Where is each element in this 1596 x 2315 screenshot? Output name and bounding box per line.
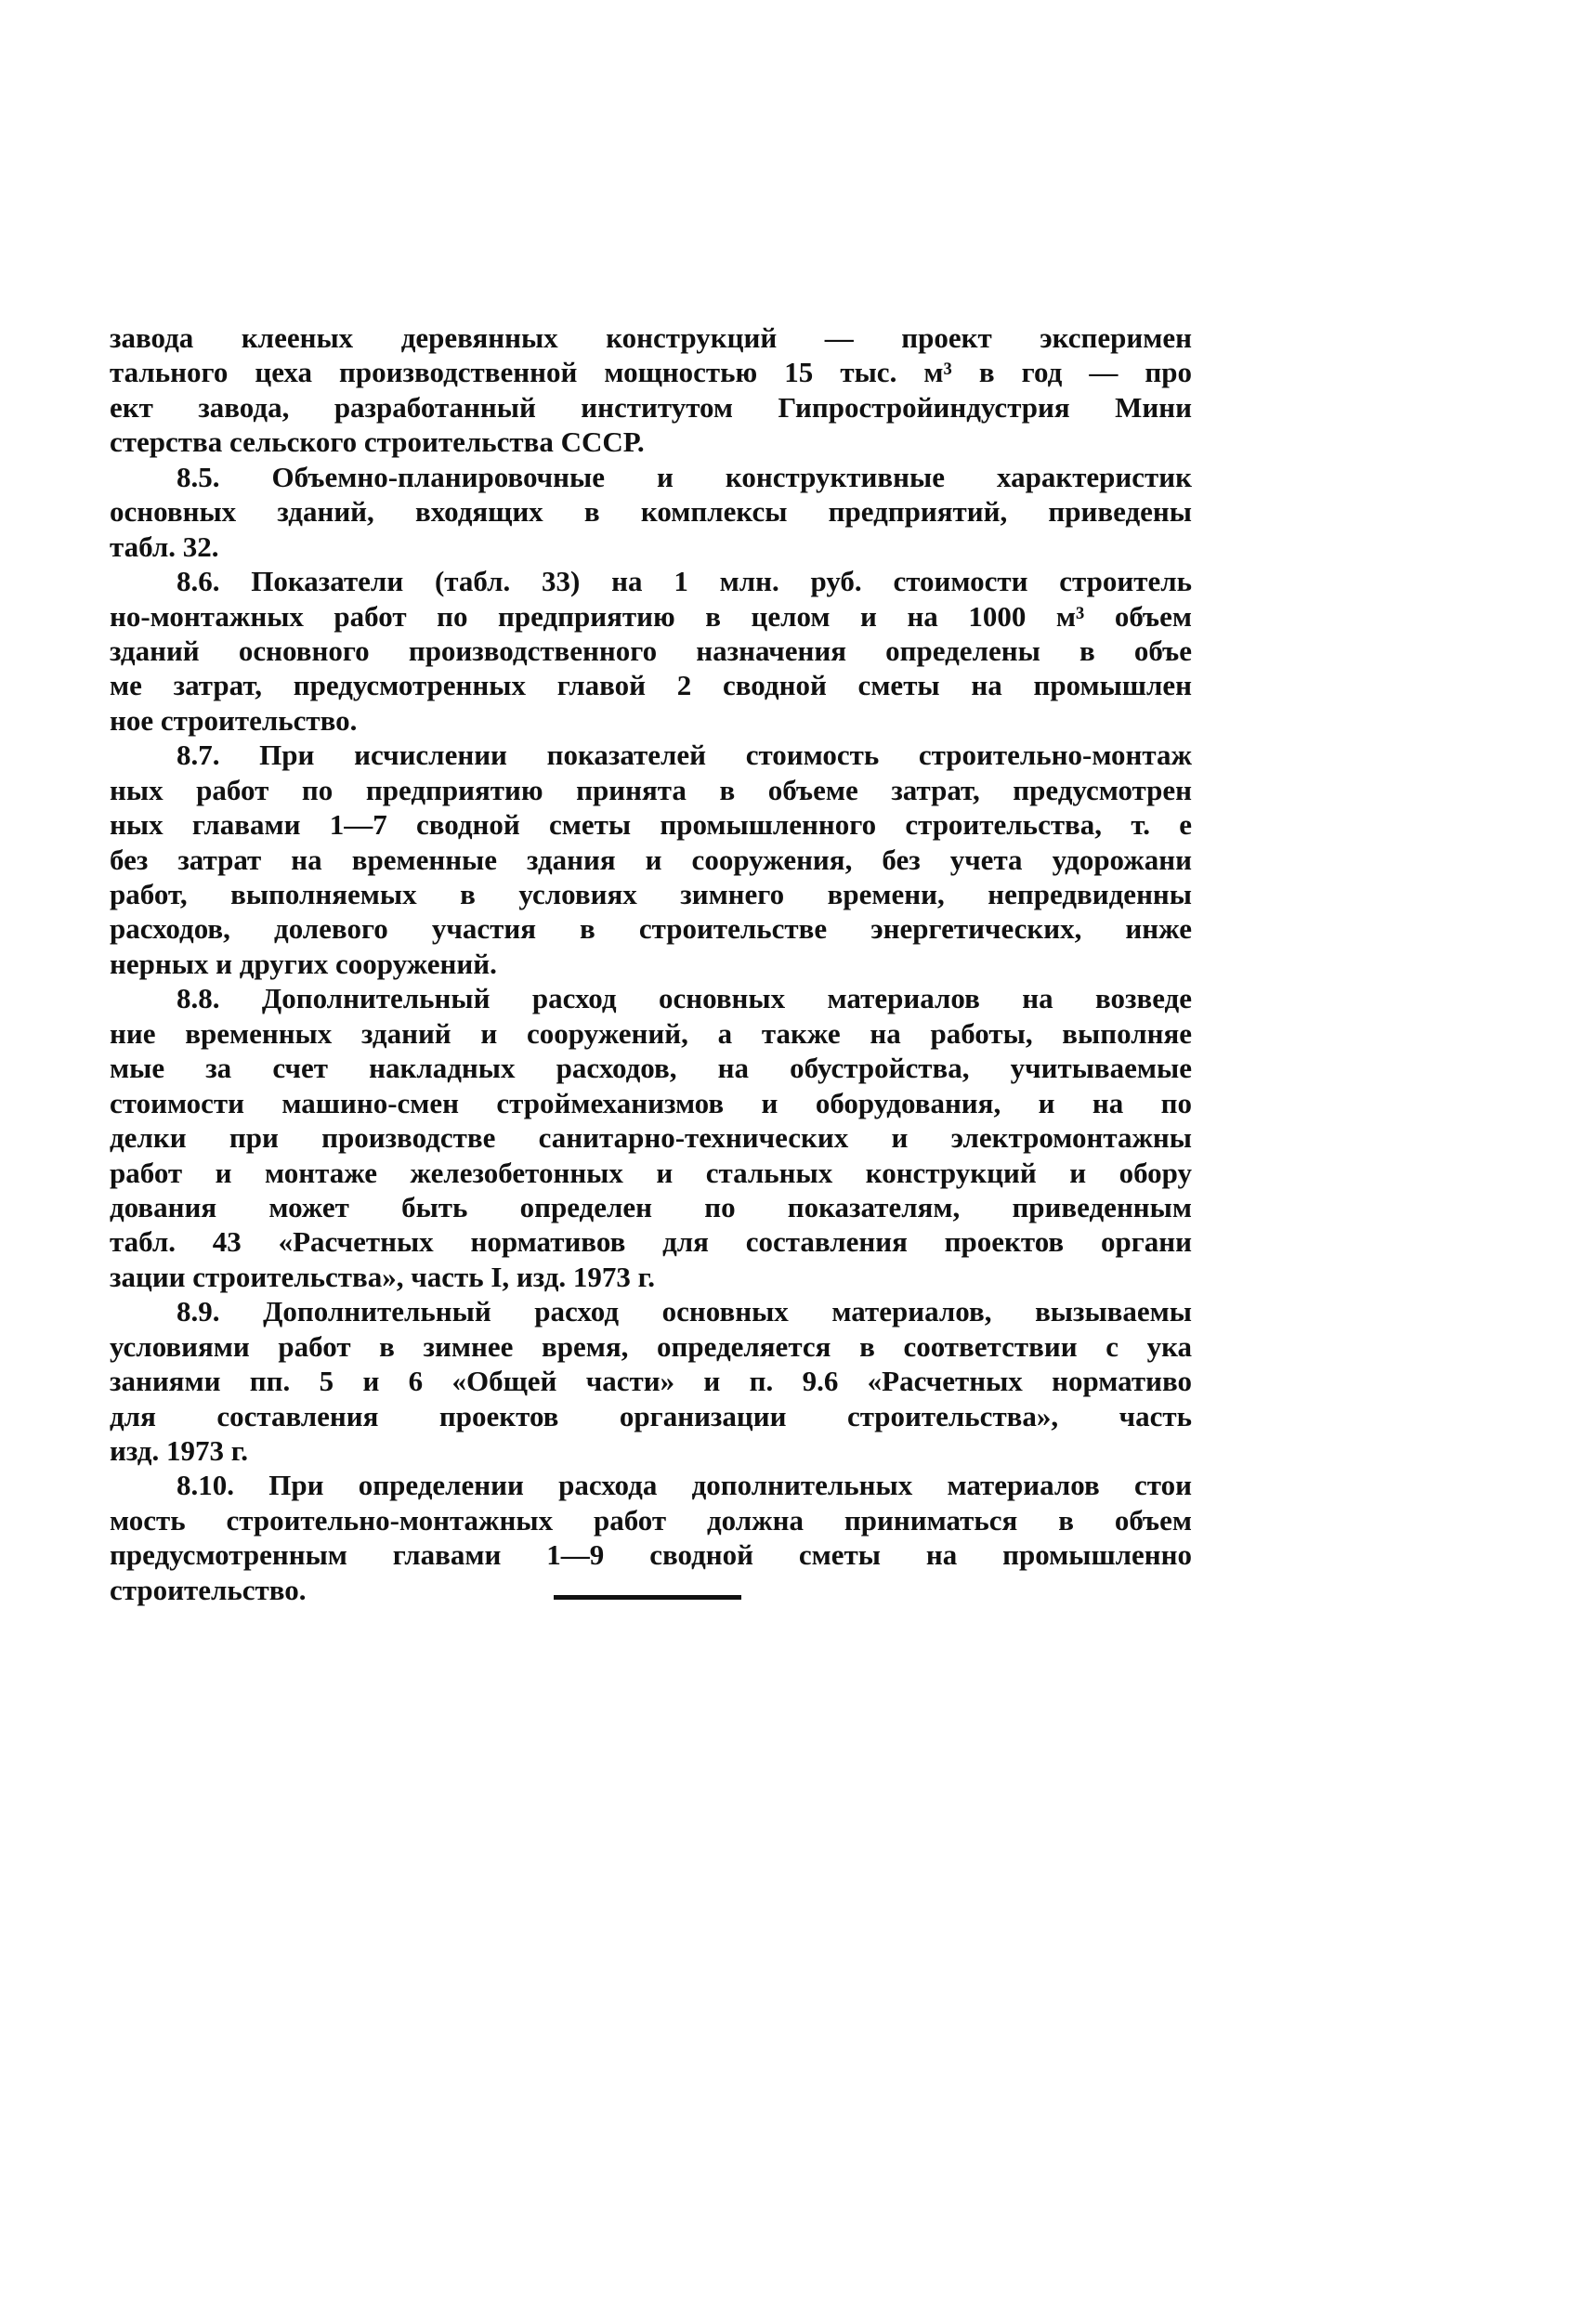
- text-line: мость строительно-монтажных работ должна приниматься в объем: [110, 1503, 1192, 1537]
- text-line: предусмотренным главами 1—9 сводной сметы на промышленно: [110, 1538, 1192, 1572]
- text-line: ных главами 1—7 сводной сметы промышленного строительства, т. е: [110, 808, 1192, 842]
- text-line: ме затрат, предусмотренных главой 2 сводной сметы на промышлен: [110, 669, 1192, 702]
- text-line: тального цеха производственной мощностью 15 тыс. м³ в год — про: [110, 356, 1192, 389]
- text-line: ние временных зданий и сооружений, а также на работы, выполняе: [110, 1016, 1192, 1050]
- paragraph-8-10-start: 8.10. При определении расхода дополнительных материалов стои: [177, 1469, 1192, 1502]
- text-line: строительство.: [110, 1573, 307, 1606]
- paragraph-8-7-start: 8.7. При исчислении показателей стоимость строительно-монтаж: [177, 739, 1192, 772]
- paragraph-8-5-start: 8.5. Объемно-планировочные и конструктивные характеристик: [177, 460, 1192, 493]
- text-line: работ, выполняемых в условиях зимнего времени, непредвиденны: [110, 878, 1192, 910]
- text-line: для составления проектов организации строительства», часть: [110, 1399, 1192, 1432]
- text-line: завода клееных деревянных конструкций — проект эксперимен: [110, 321, 1192, 354]
- text-line: расходов, долевого участия в строительстве энергетических, инже: [110, 912, 1192, 946]
- text-line: ное строительство.: [110, 703, 358, 737]
- paragraph-8-8-start: 8.8. Дополнительный расход основных материалов на возведе: [177, 982, 1192, 1015]
- end-of-section-rule: [554, 1595, 741, 1600]
- text-line: изд. 1973 г.: [110, 1434, 249, 1467]
- text-line: табл. 43 «Расчетных нормативов для составления проектов органи: [110, 1225, 1192, 1259]
- text-line: зации строительства», часть I, изд. 1973 г.: [110, 1260, 655, 1293]
- text-line: стерства сельского строительства СССР.: [110, 425, 645, 459]
- text-line: ных работ по предприятию принята в объеме затрат, предусмотрен: [110, 773, 1192, 806]
- text-line: дования может быть определен по показателям, приведенным: [110, 1190, 1192, 1223]
- text-line: без затрат на временные здания и сооружения, без учета удорожани: [110, 843, 1192, 876]
- text-line: табл. 32.: [110, 530, 219, 563]
- paragraph-8-9-start: 8.9. Дополнительный расход основных материалов, вызываемы: [177, 1295, 1192, 1328]
- text-line: зданий основного производственного назначения определены в объе: [110, 634, 1192, 667]
- text-line: основных зданий, входящих в комплексы предприятий, приведены: [110, 495, 1192, 529]
- text-line: ект завода, разработанный институтом Гипростройиндустрия Мини: [110, 390, 1192, 424]
- text-line: работ и монтаже железобетонных и стальных конструкций и обору: [110, 1156, 1192, 1189]
- text-line: но-монтажных работ по предприятию в целом и на 1000 м³ объем: [110, 599, 1192, 633]
- text-line: делки при производстве санитарно-технических и электромонтажны: [110, 1121, 1192, 1155]
- text-line: мые за счет накладных расходов, на обустройства, учитываемые: [110, 1052, 1192, 1085]
- text-line: стоимости машино-смен строймеханизмов и оборудования, и на по: [110, 1086, 1192, 1119]
- document-body: [110, 320, 1192, 1607]
- paragraph-8-6-start: 8.6. Показатели (табл. 33) на 1 млн. руб. стоимости строитель: [177, 565, 1192, 598]
- text-line: заниями пп. 5 и 6 «Общей части» и п. 9.6 «Расчетных нормативо: [110, 1365, 1192, 1398]
- text-line: нерных и других сооружений.: [110, 947, 497, 980]
- text-line: условиями работ в зимнее время, определяется в соответствии с ука: [110, 1329, 1192, 1363]
